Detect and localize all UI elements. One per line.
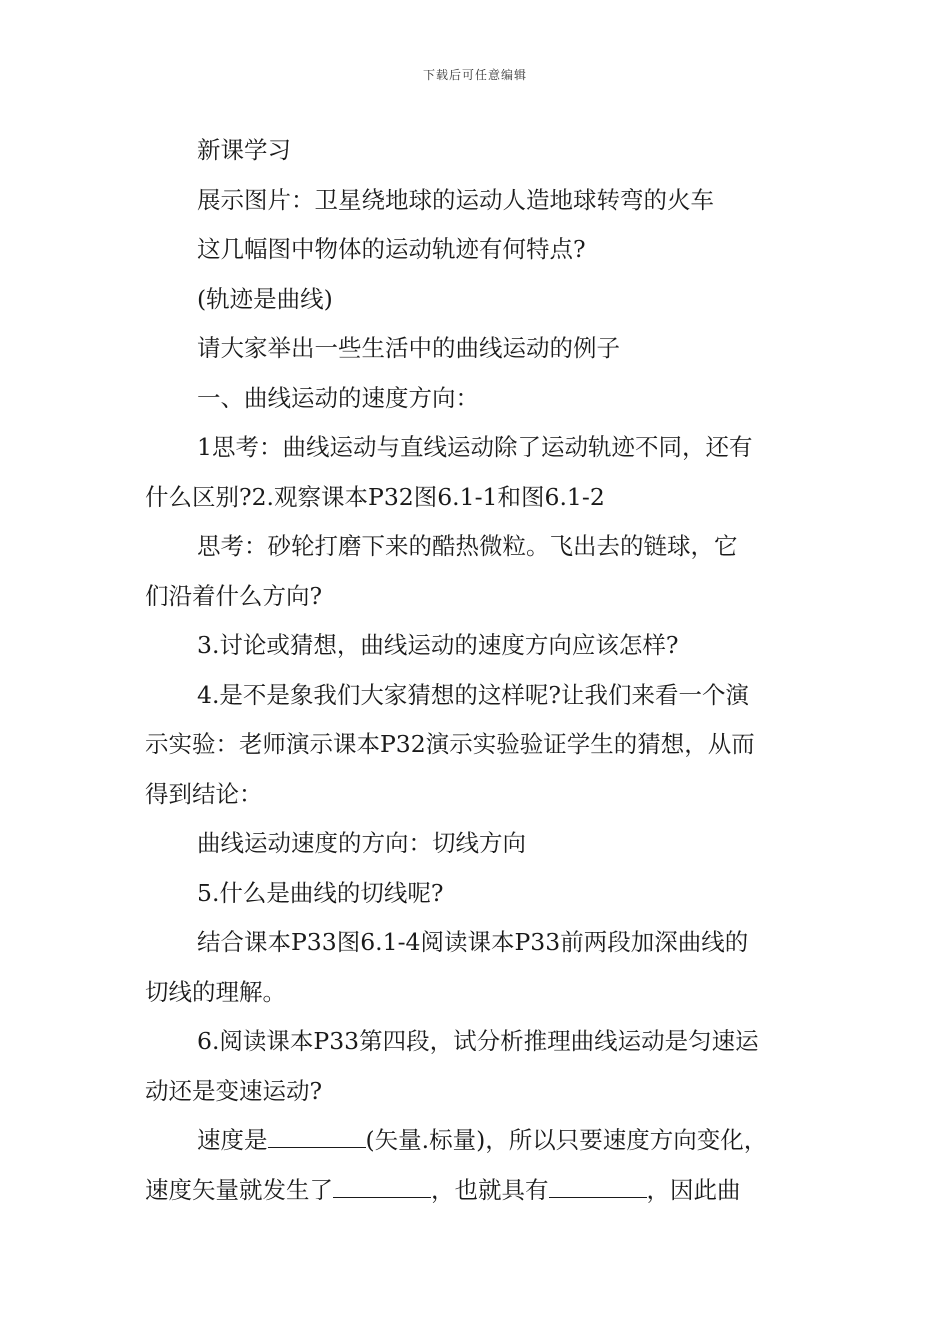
document-body xyxy=(145,126,810,1215)
paragraph-line: 展示图片：卫星绕地球的运动人造地球转弯的火车 xyxy=(197,185,714,214)
paragraph-line: 动还是变速运动? xyxy=(145,1076,323,1105)
answer-blank[interactable] xyxy=(549,1175,647,1198)
answer-blank[interactable] xyxy=(333,1175,431,1198)
paragraph-line: 一、曲线运动的速度方向： xyxy=(197,383,479,412)
fill-text: (矢量.标量)，所以只要速度方向变化， xyxy=(365,1126,768,1154)
paragraph-line: 结合课本P33图6.1-4阅读课本P33前两段加深曲线的 xyxy=(197,928,749,956)
fill-text: ，也就具有 xyxy=(431,1175,549,1204)
paragraph-line: 6.阅读课本P33第四段，试分析推理曲线运动是匀速运 xyxy=(197,1027,759,1055)
paragraph-line: 什么区别?2.观察课本P32图6.1-1和图6.1-2 xyxy=(145,482,605,511)
paragraph-line: 5.什么是曲线的切线呢? xyxy=(197,878,444,907)
fill-text: 速度矢量就发生了 xyxy=(145,1175,333,1204)
paragraph-line: 1思考：曲线运动与直线运动除了运动轨迹不同，还有 xyxy=(197,433,753,461)
paragraph-line: 新课学习 xyxy=(197,136,291,164)
paragraph-line: 这几幅图中物体的运动轨迹有何特点? xyxy=(197,235,586,263)
fill-text: 速度是 xyxy=(197,1126,268,1154)
paragraph-line: 请大家举出一些生活中的曲线运动的例子 xyxy=(197,334,620,362)
paragraph-line: 们沿着什么方向? xyxy=(145,581,323,610)
paragraph-line: 3.讨论或猜想，曲线运动的速度方向应该怎样? xyxy=(197,631,679,659)
paragraph-line: 思考：砂轮打磨下来的酷热微粒。飞出去的链球，它 xyxy=(197,532,738,560)
paragraph-line: 曲线运动速度的方向：切线方向 xyxy=(197,829,526,857)
paragraph-line: 4.是不是象我们大家猜想的这样呢?让我们来看一个演 xyxy=(197,680,750,709)
paragraph-line: 得到结论： xyxy=(145,779,263,808)
fill-in-line-2 xyxy=(145,1166,810,1216)
answer-blank[interactable] xyxy=(268,1125,366,1148)
fill-in-line-1 xyxy=(145,1116,810,1166)
fill-text: ，因此曲 xyxy=(646,1175,741,1204)
page-header: 下载后可任意编辑 xyxy=(422,68,527,82)
paragraph-line: 示实验：老师演示课本P32演示实验验证学生的猜想，从而 xyxy=(145,730,755,758)
paragraph-line: 切线的理解。 xyxy=(145,977,286,1006)
paragraph-line: (轨迹是曲线) xyxy=(197,284,333,313)
